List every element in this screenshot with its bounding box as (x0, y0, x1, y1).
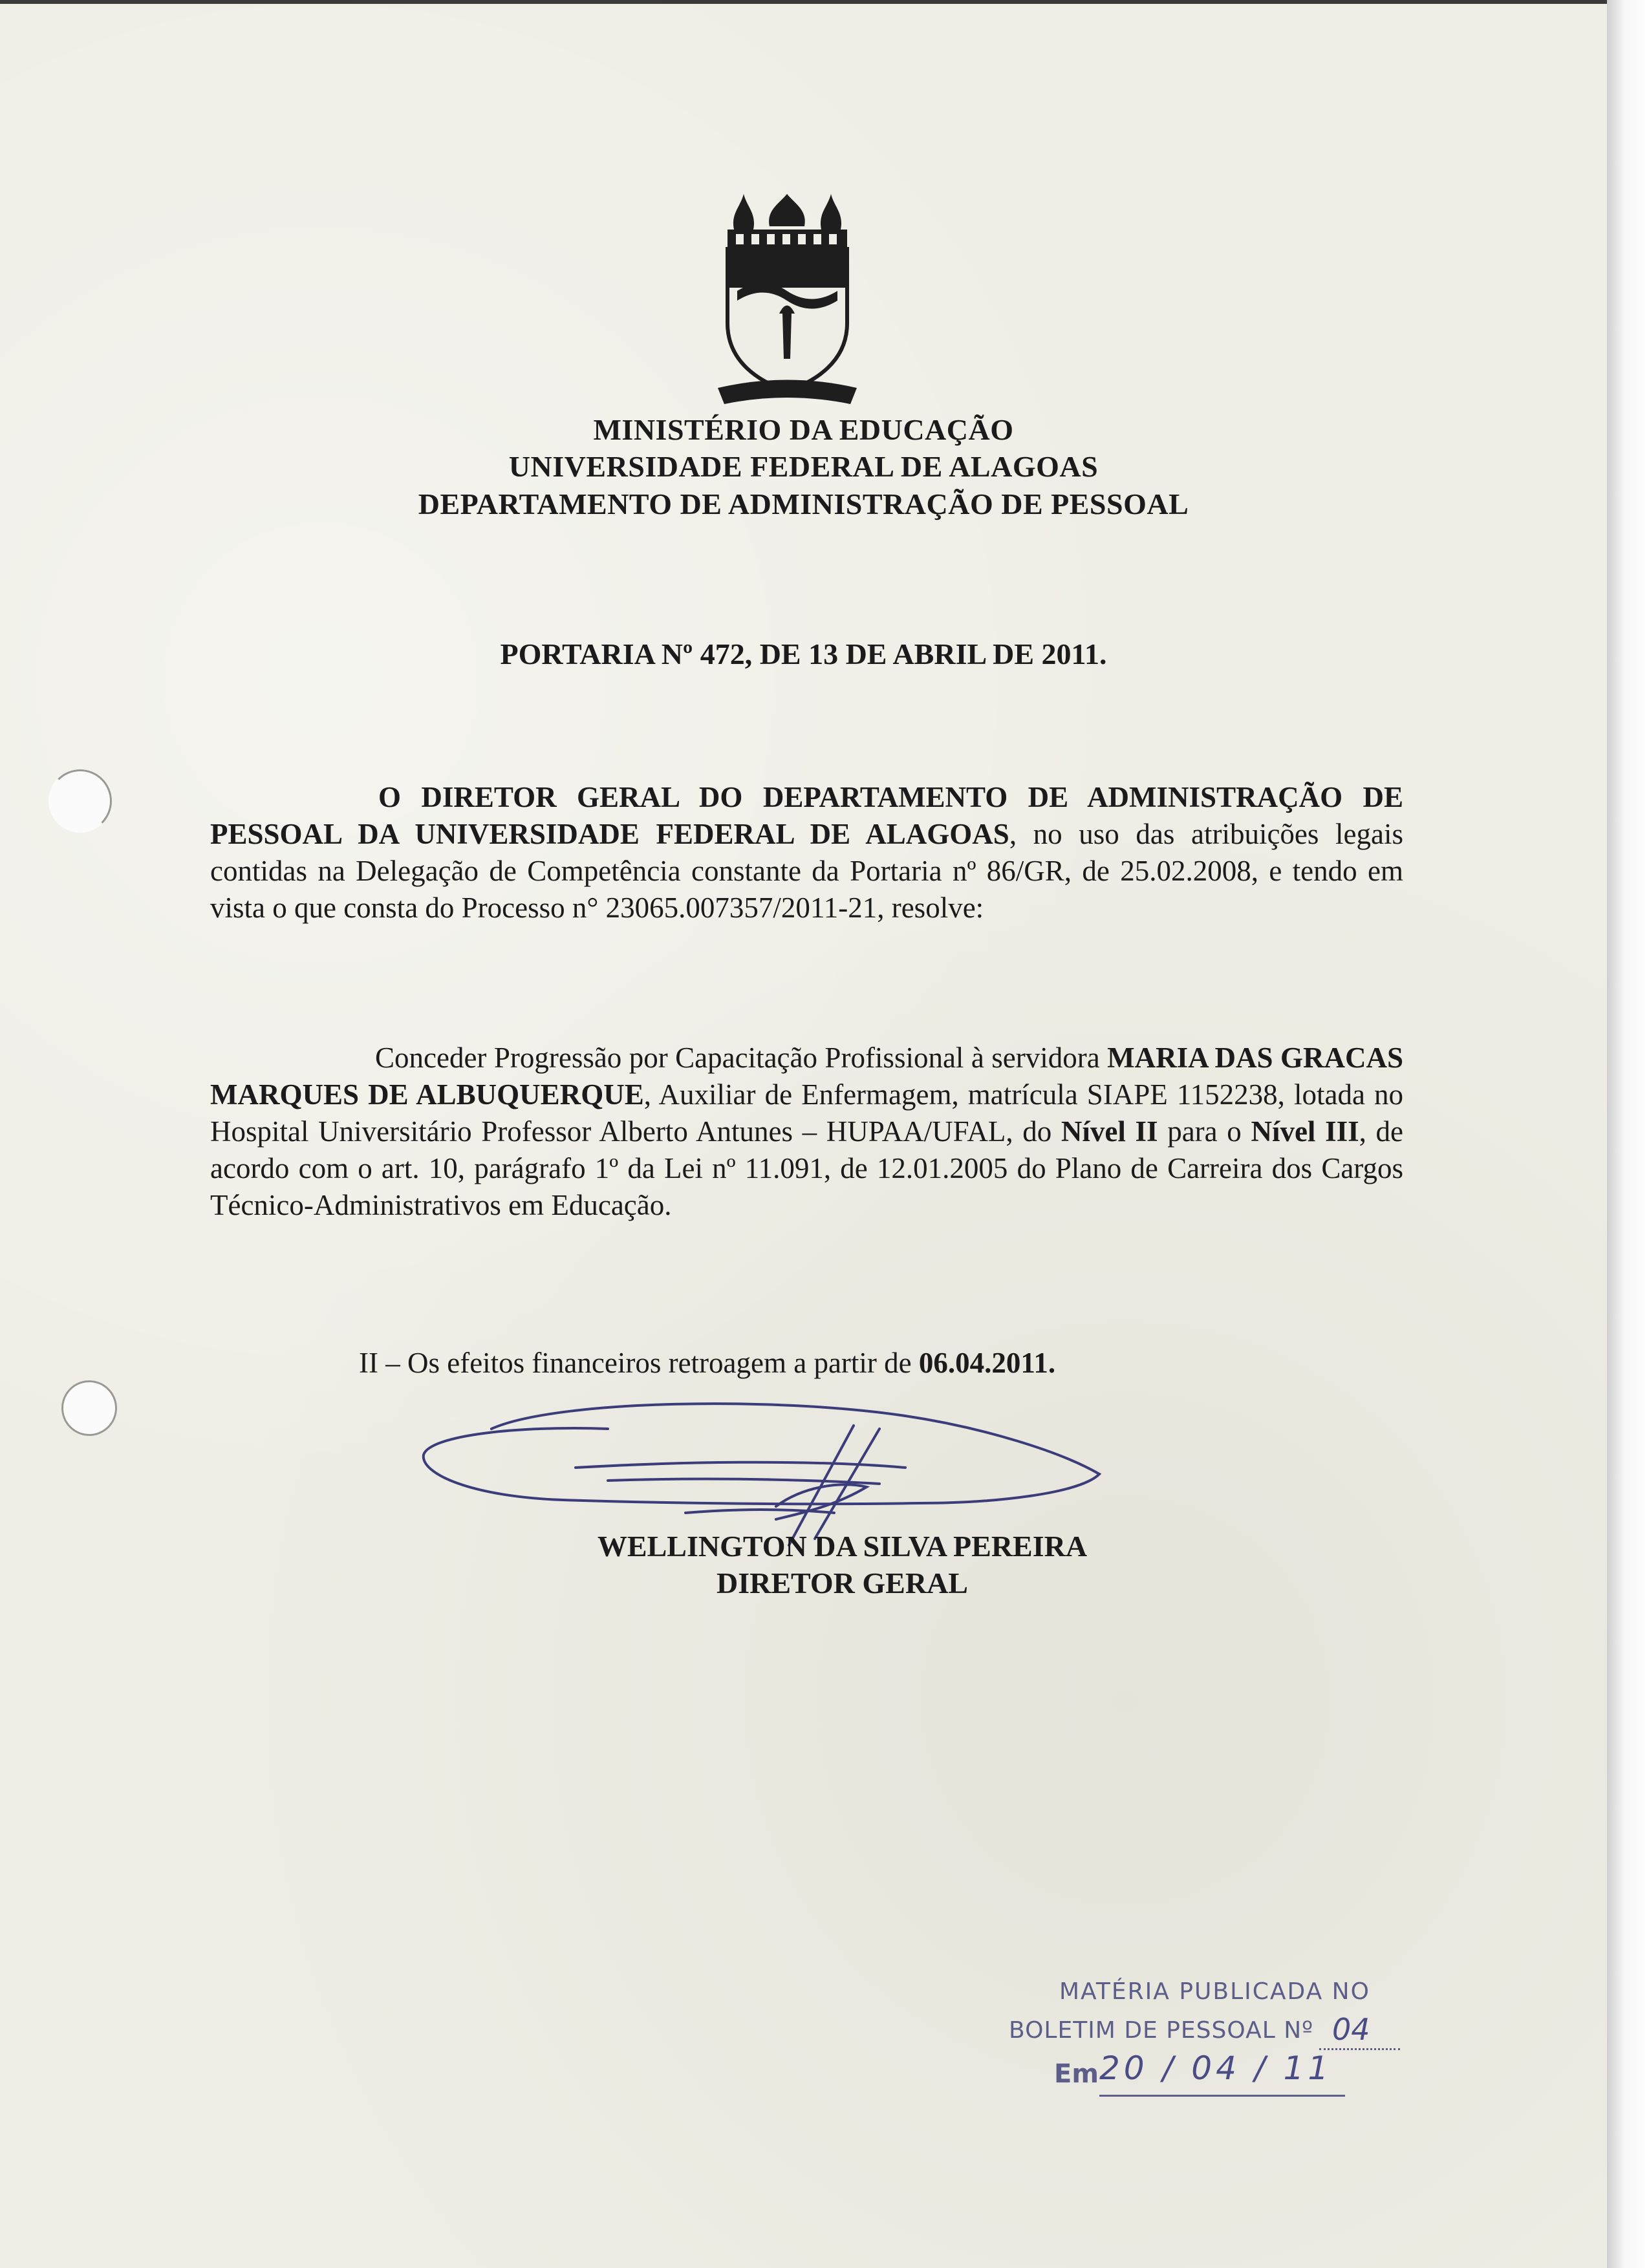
university-title: UNIVERSIDADE FEDERAL DE ALAGOAS (508, 450, 1099, 483)
employee-name: MARIA DAS GRACAS MARQUES DE ALBUQUERQUE (210, 1042, 1403, 1111)
portaria-title: PORTARIA Nº 472, DE 13 DE ABRIL DE 2011. (500, 637, 1107, 670)
stamp-date-underline (1099, 2095, 1345, 2097)
punch-hole (48, 769, 112, 833)
signer-role: DIRETOR GERAL (717, 1567, 968, 1599)
stamp-line-published: MATÉRIA PUBLICADA NO (1059, 1978, 1370, 2005)
article-1-text: para o (1158, 1115, 1251, 1148)
page-top-edge (0, 0, 1607, 4)
department-title: DEPARTAMENTO DE ADMINISTRAÇÃO DE PESSOAL (418, 487, 1189, 520)
level-from: Nível II (1061, 1115, 1158, 1148)
level-to: Nível III (1251, 1115, 1359, 1148)
page-edge (1607, 0, 1649, 2268)
effective-date: 06.04.2011. (918, 1347, 1056, 1379)
preamble-authority: O DIRETOR GERAL DO DEPARTAMENTO DE ADMINISTRAÇÃO DE PESSOAL DA UNIVERSIDADE FEDERAL DE ALAGOAS (210, 781, 1403, 850)
preamble-text: , no uso das atribuições legais contidas na Delegação de Competência constante da Portaria nº 86/GR, de 25.02.2008, e tendo em vista o que consta do Processo n° 23065.007357/2011-21, resolve: (210, 818, 1403, 924)
punch-hole (61, 1380, 117, 1436)
stamp-date-label: Em (1054, 2059, 1099, 2089)
stamp-bulletin-number: 04 (1332, 2012, 1370, 2047)
article-2-text: II – Os efeitos financeiros retroagem a partir de (359, 1347, 919, 1379)
article-2-paragraph (210, 1345, 1403, 1382)
signer-name: WELLINGTON DA SILVA PEREIRA (597, 1530, 1088, 1563)
preamble-paragraph (210, 779, 1403, 926)
university-crest-icon (718, 194, 857, 407)
article-1-text: Conceder Progressão por Capacitação Profissional à servidora (375, 1042, 1108, 1074)
article-1-text: , Auxiliar de Enfermagem, matrícula SIAPE 1152238, lotada no Hospital Universitário Professor Alberto Antunes – HUPAA/UFAL, do (210, 1078, 1404, 1148)
ministry-title: MINISTÉRIO DA EDUCAÇÃO (593, 413, 1014, 446)
stamp-line-bulletin: BOLETIM DE PESSOAL Nº (1009, 2017, 1314, 2044)
article-1-paragraph (210, 1040, 1403, 1224)
stamp-date: 20 / 04 / 11 (1099, 2049, 1333, 2087)
article-1-text: , de acordo com o art. 10, parágrafo 1º da Lei nº 11.091, de 12.01.2005 do Plano de Carreira dos Cargos Técnico-Administrativos em Educação. (210, 1115, 1403, 1221)
publication-stamp (1009, 1978, 1461, 2108)
